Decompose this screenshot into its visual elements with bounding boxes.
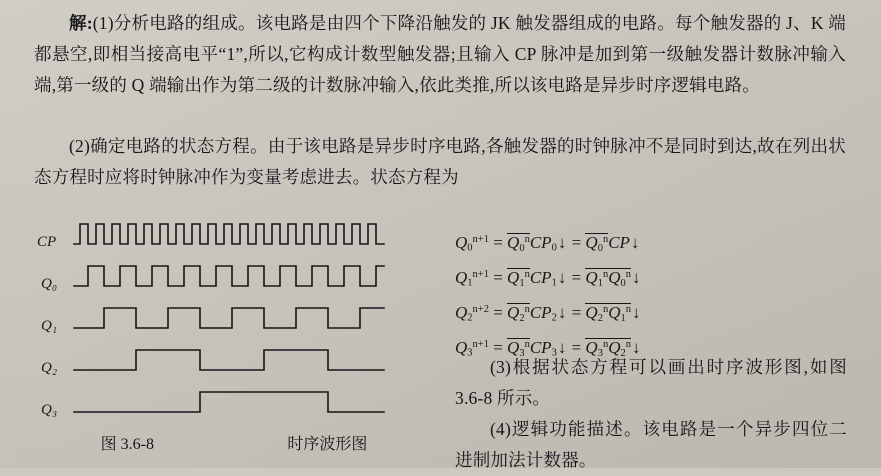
signal-label-q3: Q₃ [41, 402, 58, 418]
signal-label-q2: Q₂ [41, 360, 58, 376]
equation-row-0: $Q_0^{n+1}$ = $Q_0^nCP_0↓$ = $Q_0^nCP↓$ [455, 232, 640, 254]
paragraph-analysis [34, 8, 846, 101]
equation-row-2: $Q_2^{n+2}$ = $Q_2^nCP_2↓$ = $Q_2^nQ_1^n↓$ [455, 302, 641, 324]
timing-waveform-figure [34, 214, 434, 429]
paragraph-analysis-text: (1)分析电路的组成。该电路是由四个下降沿触发的 JK 触发器组成的电路。每个触发器的 J、K 端都悬空,即相当接高电平“1”,所以,它构成计数型触发器;且输入 CP 脉冲是加到第一级触发器计数脉冲输入端,第一级的 Q 端输出作为第二级的计数脉冲输入,依此类推,所以该电路是异步时序逻辑电路。 [34, 13, 846, 95]
paragraph-state-equation: (2)确定电路的状态方程。由于该电路是异步时序电路,各触发器的时钟脉冲不是同时到达,故在列出状态方程时应将时钟脉冲作为变量考虑进去。状态方程为 [34, 136, 846, 187]
signal-label-q0: Q₀ [41, 276, 58, 292]
signal-label-cp: CP [37, 234, 57, 250]
equation-row-3: $Q_3^{n+1}$ = $Q_3^nCP_3↓$ = $Q_3^nQ_2^n↓$ [455, 337, 641, 359]
figure-caption-text: 时序波形图 [287, 436, 368, 453]
signal-label-q1: Q₁ [41, 318, 58, 334]
figure-caption [34, 431, 434, 454]
paragraph-waveform-note: (3)根据状态方程可以画出时序波形图,如图 3.6-8 所示。 [455, 357, 847, 408]
equation-block [455, 222, 855, 362]
paragraph-logic-function: (4)逻辑功能描述。该电路是一个异步四位二进制加法计数器。 [455, 419, 847, 470]
figure-number: 图 3.6-8 [100, 436, 154, 453]
equation-row-1: $Q_1^{n+1}$ = $Q_1^nCP_1↓$ = $Q_1^nQ_0^n↓$ [455, 267, 641, 289]
paragraph-lead-label: 解: [69, 13, 93, 33]
